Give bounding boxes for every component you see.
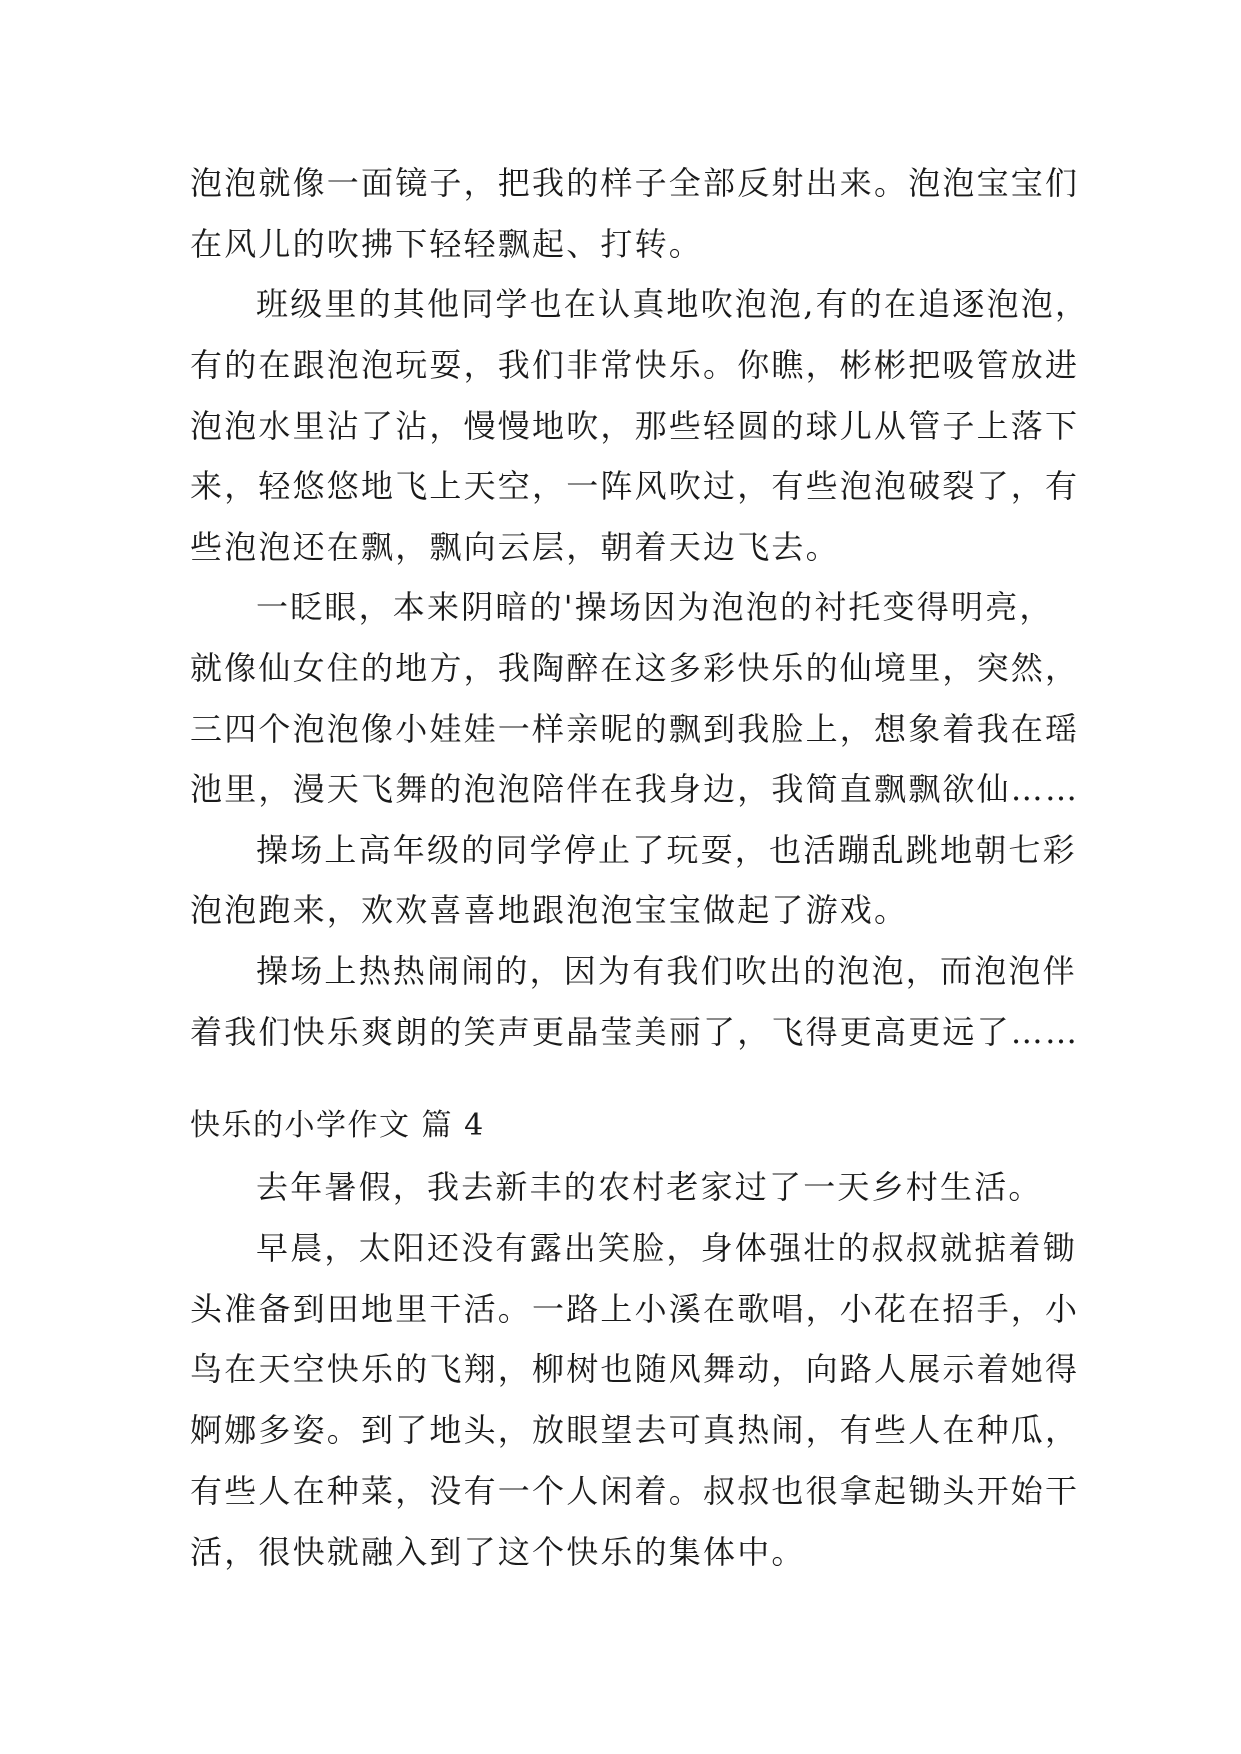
text-line: 头准备到田地里干活。一路上小溪在歌唱，小花在招手，小 (190, 1290, 1080, 1328)
text-line: 来，轻悠悠地飞上天空，一阵风吹过，有些泡泡破裂了，有 (190, 467, 1080, 505)
text-line: 泡泡水里沾了沾，慢慢地吹，那些轻圆的球儿从管子上落下 (190, 407, 1080, 445)
text-line: 操场上热热闹闹的，因为有我们吹出的泡泡，而泡泡伴 (256, 952, 1077, 990)
text-line: 三四个泡泡像小娃娃一样亲昵的飘到我脸上，想象着我在瑶 (190, 710, 1080, 748)
text-line: 早晨，太阳还没有露出笑脸，身体强壮的叔叔就掂着锄 (256, 1229, 1077, 1267)
text-line: 婀娜多姿。到了地头，放眼望去可真热闹，有些人在种瓜， (190, 1411, 1080, 1449)
text-line: 泡泡就像一面镜子，把我的样子全部反射出来。泡泡宝宝们 (190, 164, 1080, 202)
text-line: 就像仙女住的地方，我陶醉在这多彩快乐的仙境里，突然， (190, 649, 1080, 687)
text-line: 泡泡跑来，欢欢喜喜地跟泡泡宝宝做起了游戏。 (190, 891, 909, 929)
text-line: 操场上高年级的同学停止了玩耍，也活蹦乱跳地朝七彩 (256, 831, 1077, 869)
text-line: 池里，漫天飞舞的泡泡陪伴在我身边，我简直飘飘欲仙…… (190, 770, 1080, 808)
text-line: 着我们快乐爽朗的笑声更晶莹美丽了，飞得更高更远了…… (190, 1013, 1080, 1051)
text-line: 有些人在种菜，没有一个人闲着。叔叔也很拿起锄头开始干 (190, 1472, 1080, 1510)
text-line: 鸟在天空快乐的飞翔，柳树也随风舞动，向路人展示着她得 (190, 1350, 1080, 1388)
text-line: 在风儿的吹拂下轻轻飘起、打转。 (190, 225, 704, 263)
text-line: 去年暑假，我去新丰的农村老家过了一天乡村生活。 (256, 1168, 1043, 1206)
text-line: 有的在跟泡泡玩耍，我们非常快乐。你瞧，彬彬把吸管放进 (190, 346, 1080, 384)
text-line: 班级里的其他同学也在认真地吹泡泡,有的在追逐泡泡， (256, 285, 1090, 323)
section-title: 快乐的小学作文 篇 4 (190, 1108, 485, 1143)
text-line: 活，很快就融入到了这个快乐的集体中。 (190, 1533, 806, 1571)
text-line: 些泡泡还在飘，飘向云层，朝着天边飞去。 (190, 528, 840, 566)
text-line: 一眨眼，本来阴暗的'操场因为泡泡的衬托变得明亮， (256, 588, 1054, 626)
